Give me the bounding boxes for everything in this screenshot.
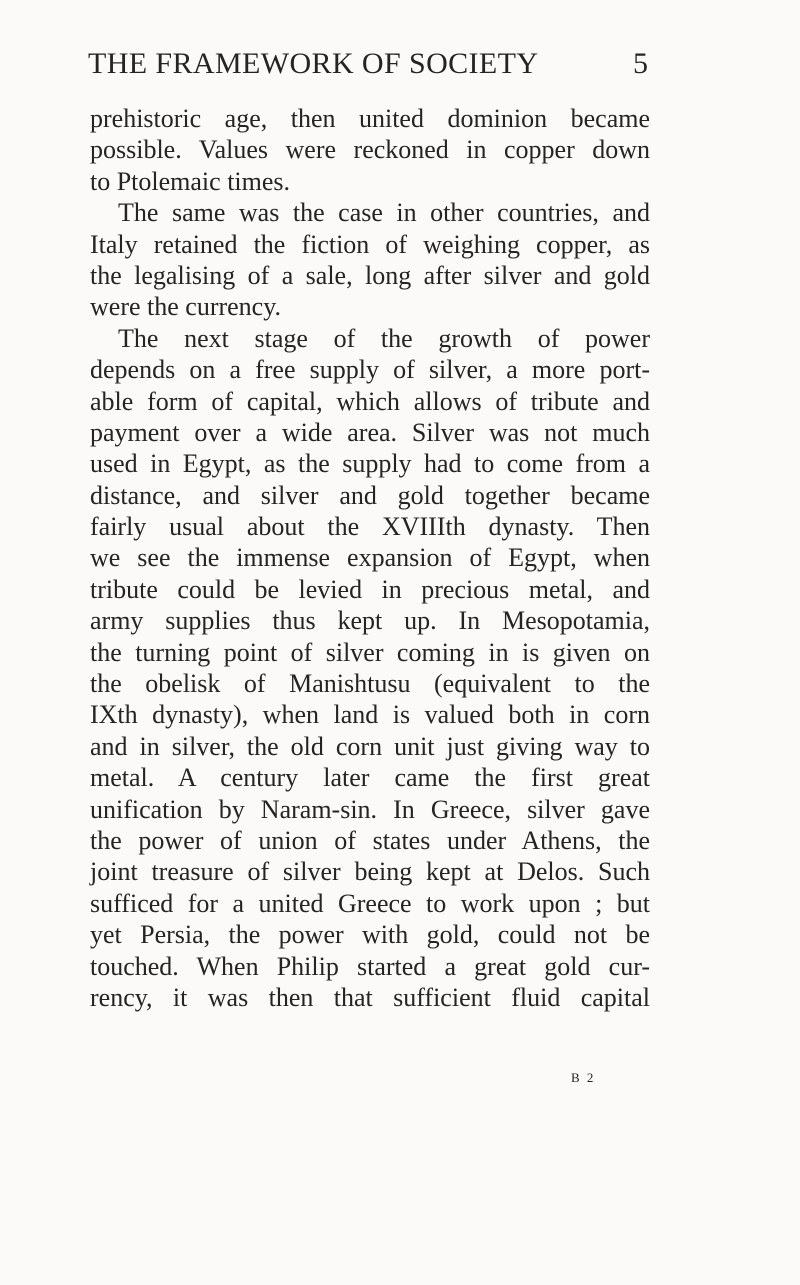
- text-line: to Ptolemaic times.: [90, 166, 291, 196]
- text-line: unification by Naram-sin. In Greece, silver gave: [90, 794, 650, 824]
- text-line: metal. A century later came the first great: [90, 763, 650, 793]
- text-line: the legalising of a sale, long after silver and gold: [90, 260, 650, 290]
- text-line: the obelisk of Manishtusu (equivalent to the: [90, 669, 650, 699]
- text-line: tribute could be levied in precious metal, and: [90, 574, 650, 604]
- text-line: The next stage of the growth of power: [118, 323, 650, 353]
- text-line: rency, it was then that sufficient fluid capital: [90, 982, 650, 1012]
- text-line: possible. Values were reckoned in copper down: [90, 135, 650, 165]
- text-line: the turning point of silver coming in is given on: [90, 637, 650, 667]
- text-line: IXth dynasty), when land is valued both in corn: [90, 700, 650, 730]
- text-line: used in Egypt, as the supply had to come from a: [90, 449, 650, 479]
- text-line: payment over a wide area. Silver was not much: [90, 417, 650, 447]
- signature-mark: B 2: [571, 1070, 596, 1085]
- text-line: Italy retained the fiction of weighing copper, as: [90, 229, 650, 259]
- text-line: fairly usual about the XVIIIth dynasty. Then: [90, 512, 650, 542]
- text-line: we see the immense expansion of Egypt, when: [90, 543, 650, 573]
- text-line: yet Persia, the power with gold, could not be: [90, 920, 650, 950]
- text-line: depends on a free supply of silver, a more port-: [90, 355, 650, 385]
- text-line: touched. When Philip started a great gold cur-: [90, 951, 650, 981]
- text-line: able form of capital, which allows of tribute and: [90, 386, 650, 416]
- text-line: distance, and silver and gold together became: [90, 480, 650, 510]
- text-line: sufficed for a united Greece to work upon ; but: [90, 888, 650, 918]
- body-text: [90, 103, 650, 1013]
- text-line: the power of union of states under Athens, the: [90, 825, 650, 855]
- text-line: were the currency.: [90, 292, 282, 322]
- page-header: [88, 47, 648, 87]
- text-line: and in silver, the old corn unit just giving way to: [90, 731, 650, 761]
- page-number: 5: [633, 47, 648, 80]
- text-line: prehistoric age, then united dominion became: [90, 104, 650, 133]
- text-line: joint treasure of silver being kept at Delos. Such: [90, 857, 650, 887]
- text-line: The same was the case in other countries, and: [118, 198, 650, 228]
- text-line: army supplies thus kept up. In Mesopotamia,: [90, 606, 650, 636]
- running-head: THE FRAMEWORK OF SOCIETY: [88, 47, 539, 80]
